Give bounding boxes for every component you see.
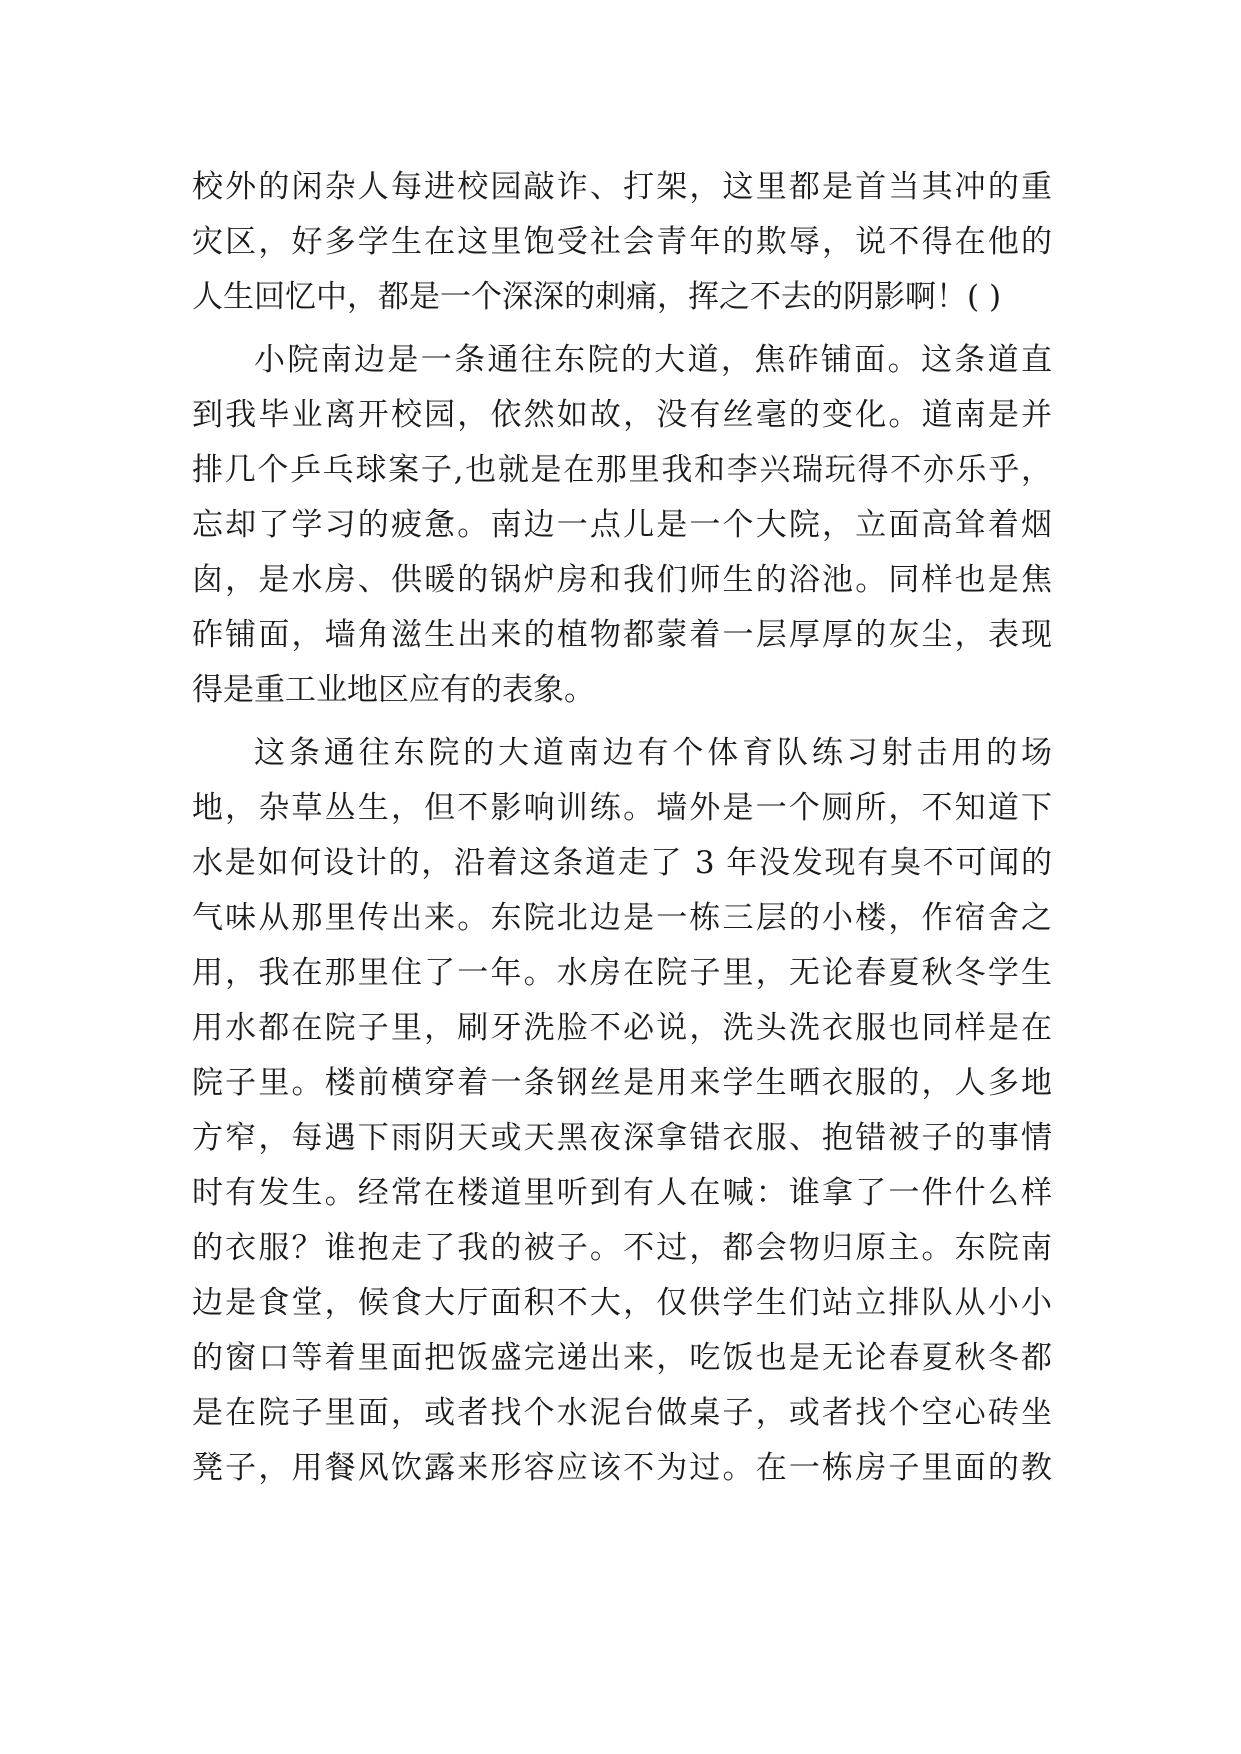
text-line: 这条通往东院的大道南边有个体育队练习射击用的场	[254, 735, 1052, 771]
paragraph-spacing	[192, 718, 1052, 726]
text-line: 凳子，用餐风饮露来形容应该不为过。在一栋房子里面的教	[192, 1450, 1052, 1486]
paragraph	[192, 726, 1052, 1496]
paragraph-spacing	[192, 325, 1052, 333]
text-line: 的窗口等着里面把饭盛完递出来，吃饭也是无论春夏秋冬都	[192, 1340, 1052, 1376]
paragraph	[192, 160, 1052, 325]
paragraph	[192, 333, 1052, 718]
text-line: 到我毕业离开校园，依然如故，没有丝毫的变化。道南是并	[192, 397, 1052, 433]
text-line: 院子里。楼前横穿着一条钢丝是用来学生晒衣服的，人多地	[192, 1065, 1052, 1101]
text-line: 方窄，每遇下雨阴天或天黑夜深拿错衣服、抱错被子的事情	[192, 1120, 1052, 1156]
text-line: 水是如何设计的，沿着这条道走了 3 年没发现有臭不可闻的	[192, 845, 1052, 881]
text-line: 边是食堂，候食大厅面积不大，仅供学生们站立排队从小小	[192, 1285, 1052, 1321]
text-line: 人生回忆中，都是一个深深的刺痛，挥之不去的阴影啊！( )	[192, 279, 1002, 315]
text-line: 用水都在院子里，刷牙洗脸不必说，洗头洗衣服也同样是在	[192, 1010, 1052, 1046]
text-line: 囱，是水房、供暖的锅炉房和我们师生的浴池。同样也是焦	[192, 562, 1052, 598]
text-line: 用，我在那里住了一年。水房在院子里，无论春夏秋冬学生	[192, 955, 1052, 991]
text-line: 的衣服？谁抱走了我的被子。不过，都会物归原主。东院南	[192, 1230, 1052, 1266]
text-line: 地，杂草丛生，但不影响训练。墙外是一个厕所，不知道下	[192, 790, 1052, 826]
text-line: 校外的闲杂人每进校园敲诈、打架，这里都是首当其冲的重	[192, 169, 1052, 205]
text-line: 时有发生。经常在楼道里听到有人在喊：谁拿了一件什么样	[192, 1175, 1052, 1211]
text-line: 忘却了学习的疲惫。南边一点儿是一个大院，立面高耸着烟	[192, 507, 1052, 543]
text-line: 排几个乒乓球案子,也就是在那里我和李兴瑞玩得不亦乐乎，	[192, 452, 1052, 488]
text-line: 是在院子里面，或者找个水泥台做桌子，或者找个空心砖坐	[192, 1395, 1052, 1431]
text-line: 砟铺面，墙角滋生出来的植物都蒙着一层厚厚的灰尘，表现	[192, 617, 1052, 653]
text-line: 灾区，好多学生在这里饱受社会青年的欺辱，说不得在他的	[192, 224, 1052, 260]
text-line: 小院南边是一条通往东院的大道，焦砟铺面。这条道直	[254, 342, 1052, 378]
body-text	[192, 160, 1052, 1496]
text-line: 气味从那里传出来。东院北边是一栋三层的小楼，作宿舍之	[192, 900, 1052, 936]
text-line: 得是重工业地区应有的表象。	[192, 672, 595, 708]
